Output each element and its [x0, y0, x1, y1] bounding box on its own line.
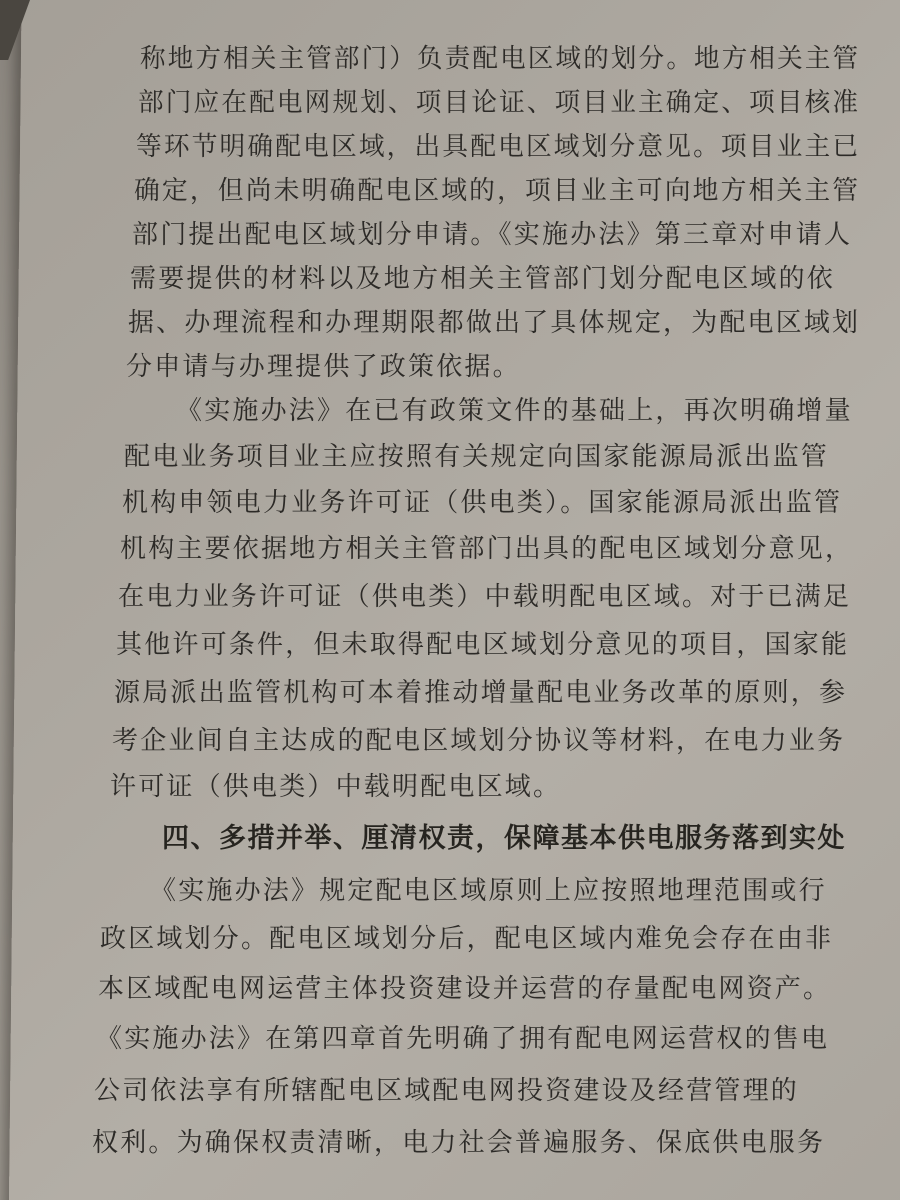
text-line: 《实施办法》在第四章首先明确了拥有配电网运营权的售电: [96, 1024, 830, 1054]
text-line: 在电力业务许可证（供电类）中载明配电区域。对于已满足: [118, 582, 852, 612]
section-heading: 四、多措并举、厘清权责，保障基本供电服务落到实处: [162, 823, 846, 854]
text-line: 《实施办法》规定配电区域原则上应按照地理范围或行: [150, 876, 827, 906]
text-line: 机构主要依据地方相关主管部门出具的配电区域划分意见，: [120, 534, 854, 564]
text-line: 确定，但尚未明确配电区域的，项目业主可向地方相关主管: [134, 176, 861, 206]
text-line: 机构申领电力业务许可证（供电类）。国家能源局派出监管: [122, 488, 843, 518]
text-line: 《实施办法》在已有政策文件的基础上，再次明确增量: [176, 396, 853, 426]
text-line: 许可证（供电类）中载明配电区域。: [110, 772, 562, 802]
text-line: 部门应在配电网规划、项目论证、项目业主确定、项目核准: [138, 88, 861, 118]
text-line: 权利。为确保权责清晰，电力社会普遍服务、保底供电服务: [92, 1128, 826, 1158]
text-line: 称地方相关主管部门）负责配电区域的划分。地方相关主管: [140, 44, 861, 74]
text-line: 政区域划分。配电区域划分后，配电区域内难免会存在由非: [100, 924, 834, 954]
text-line: 据、办理流程和办理期限都做出了具体规定，为配电区域划: [128, 308, 861, 338]
text-line: 配电业务项目业主应按照有关规定向国家能源局派出监管: [124, 442, 830, 472]
text-line: 公司依法享有所辖配电区域配电网投资建设及经营管理的: [94, 1076, 800, 1106]
text-line: 本区域配电网运营主体投资建设并运营的存量配电网资产。: [98, 974, 832, 1004]
text-line: 考企业间自主达成的配电区域划分协议等材料，在电力业务: [112, 726, 846, 756]
text-line: 其他许可条件，但未取得配电区域划分意见的项目，国家能: [116, 630, 850, 660]
text-line: 分申请与办理提供了政策依据。: [126, 352, 521, 382]
text-line: 需要提供的材料以及地方相关主管部门划分配电区域的依: [130, 264, 836, 294]
text-line: 等环节明确配电区域，出具配电区域划分意见。项目业主已: [136, 132, 861, 162]
text-line: 源局派出监管机构可本着推动增量配电业务改革的原则，参: [114, 678, 848, 708]
text-line: 部门提出配电区域划分申请。《实施办法》第三章对申请人: [132, 220, 853, 250]
